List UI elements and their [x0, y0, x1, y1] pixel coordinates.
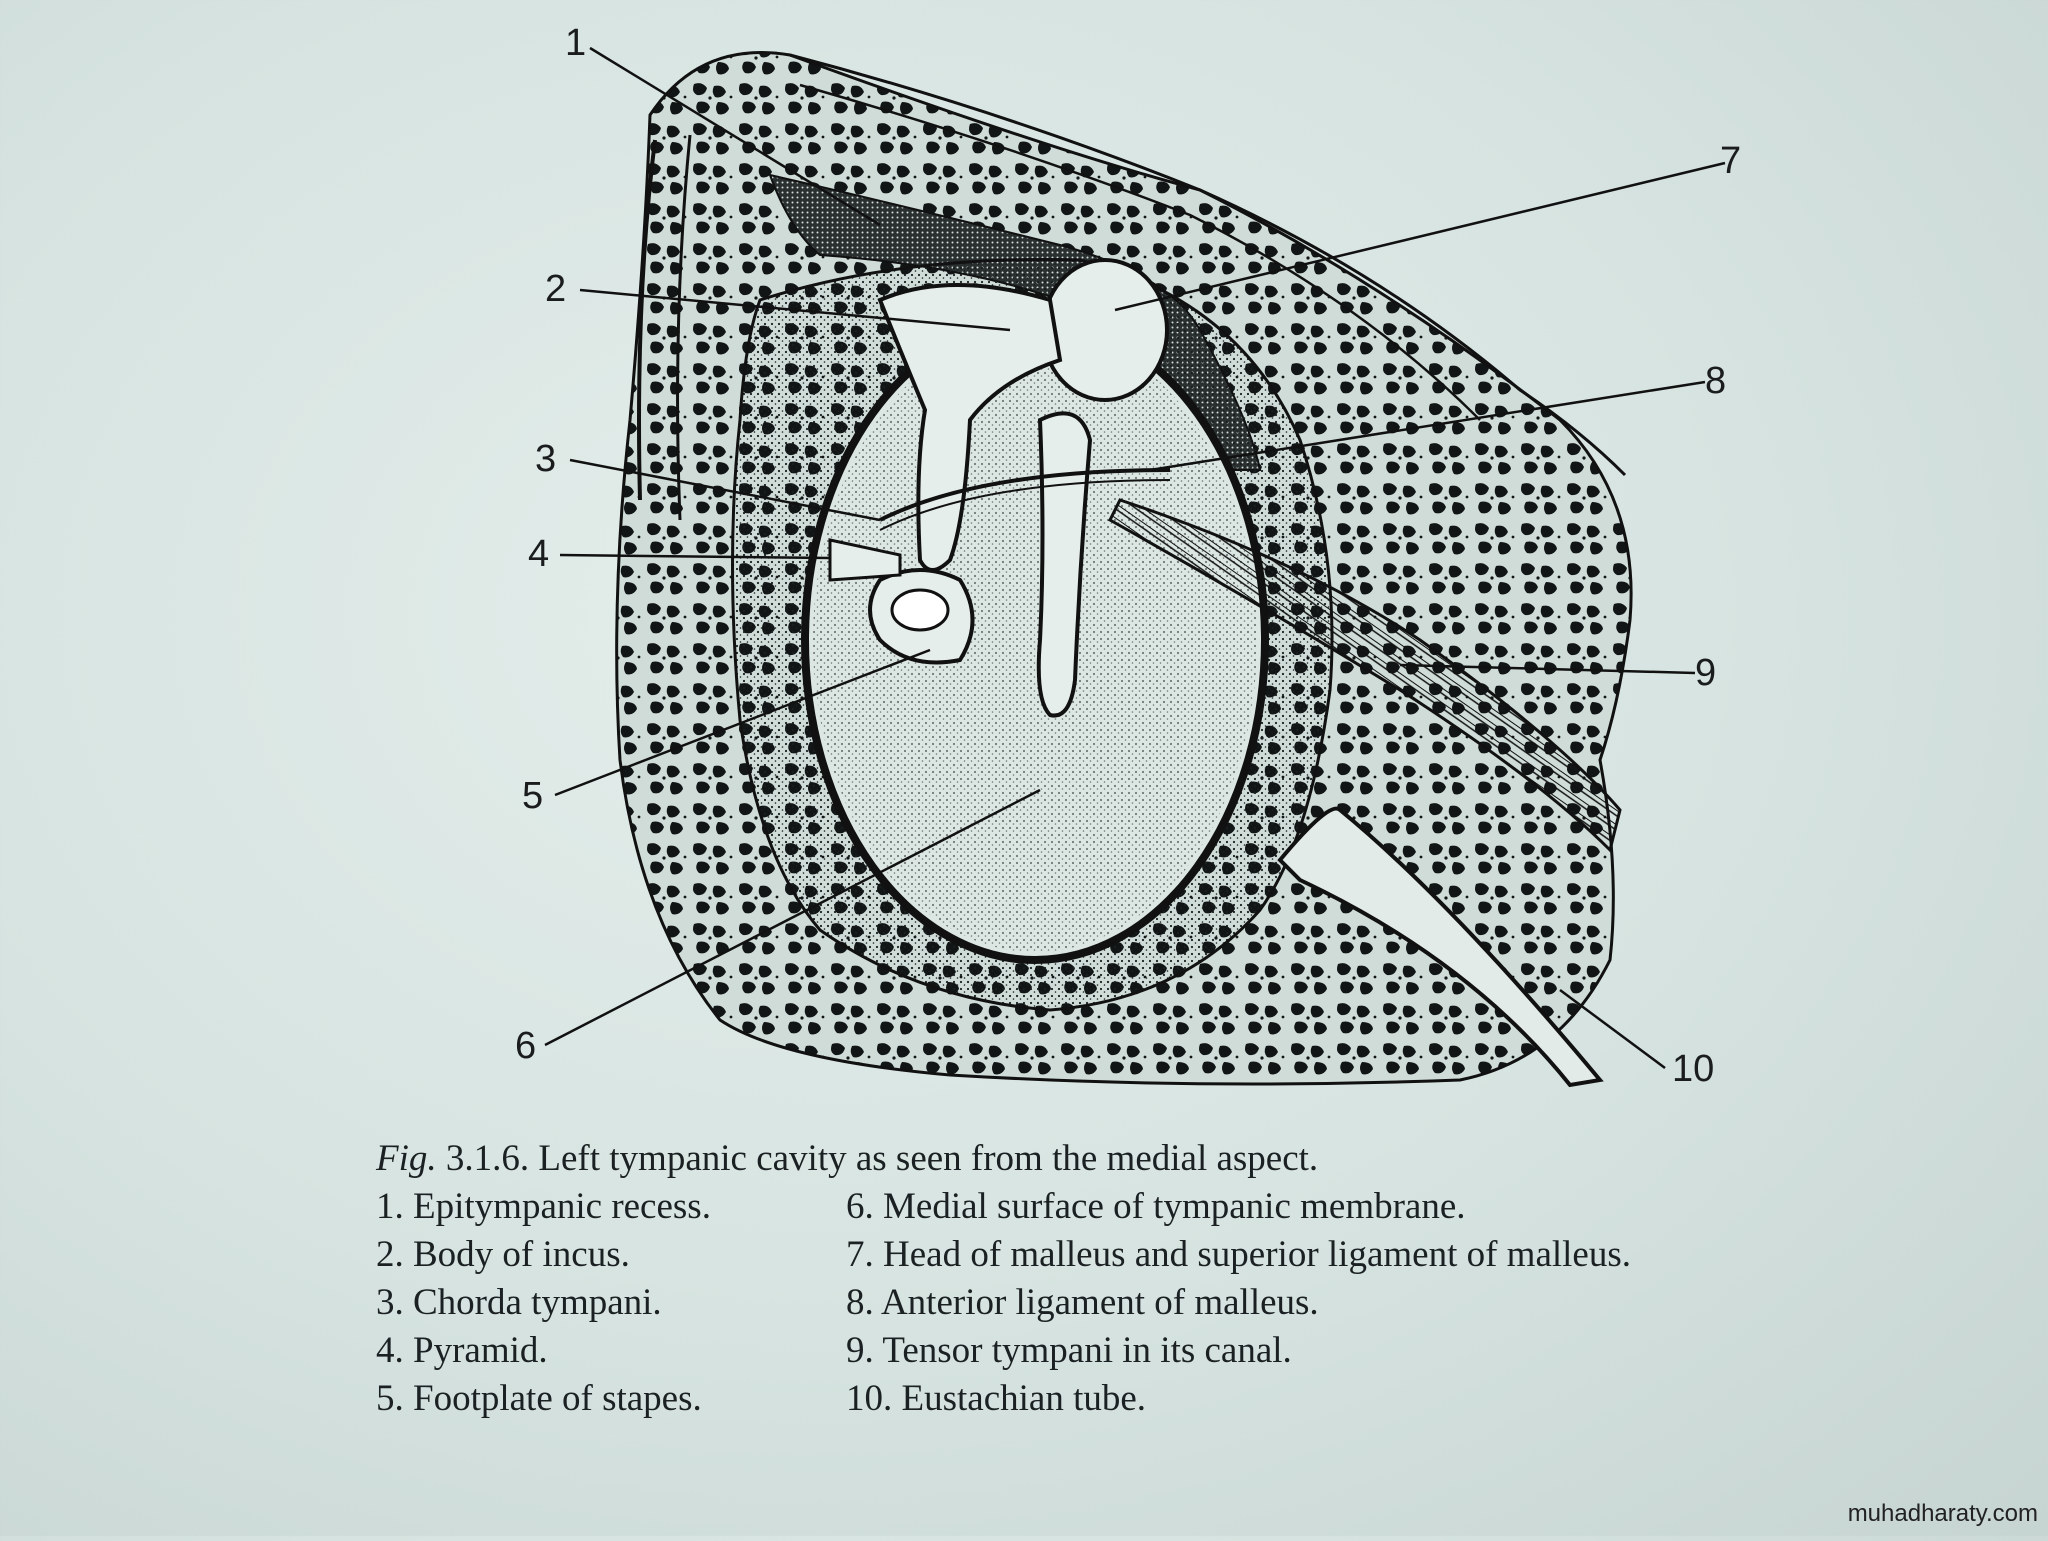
caption-row — [376, 1375, 1996, 1423]
caption-item-9: 9. Tensor tympani in its canal. — [846, 1330, 1292, 1371]
figure-caption — [376, 1135, 1996, 1423]
caption-item-5: 5. Footplate of stapes. — [376, 1378, 702, 1419]
caption-item-8: 8. Anterior ligament of malleus. — [846, 1282, 1319, 1323]
label-10: 10 — [1672, 1048, 1715, 1090]
caption-row — [376, 1183, 1996, 1231]
label-6: 6 — [515, 1025, 537, 1067]
caption-item-7: 7. Head of malleus and superior ligament of malleus. — [846, 1234, 1632, 1275]
caption-item-4: 4. Pyramid. — [376, 1330, 548, 1371]
caption-item-3: 3. Chorda tympani. — [376, 1282, 662, 1323]
label-2: 2 — [545, 268, 567, 310]
caption-item-10: 10. Eustachian tube. — [846, 1378, 1147, 1419]
caption-row — [376, 1327, 1996, 1375]
label-9: 9 — [1695, 652, 1717, 694]
caption-fig: Fig. — [376, 1138, 437, 1179]
label-7: 7 — [1720, 140, 1742, 182]
caption-row — [376, 1231, 1996, 1279]
malleus-head — [1043, 260, 1167, 400]
caption-number: 3.1.6. — [445, 1138, 530, 1179]
caption-row — [376, 1279, 1996, 1327]
caption-title-line — [376, 1135, 1996, 1183]
caption-item-2: 2. Body of incus. — [376, 1234, 630, 1275]
watermark: muhadharaty.com — [1847, 1500, 2038, 1527]
label-4: 4 — [528, 533, 550, 575]
caption-item-1: 1. Epitympanic recess. — [376, 1186, 711, 1227]
label-3: 3 — [535, 438, 557, 480]
label-1: 1 — [565, 22, 587, 64]
label-5: 5 — [522, 775, 544, 817]
caption-item-6: 6. Medial surface of tympanic membrane. — [846, 1186, 1466, 1227]
caption-title: Left tympanic cavity as seen from the medial aspect. — [538, 1138, 1319, 1179]
label-8: 8 — [1705, 360, 1727, 402]
